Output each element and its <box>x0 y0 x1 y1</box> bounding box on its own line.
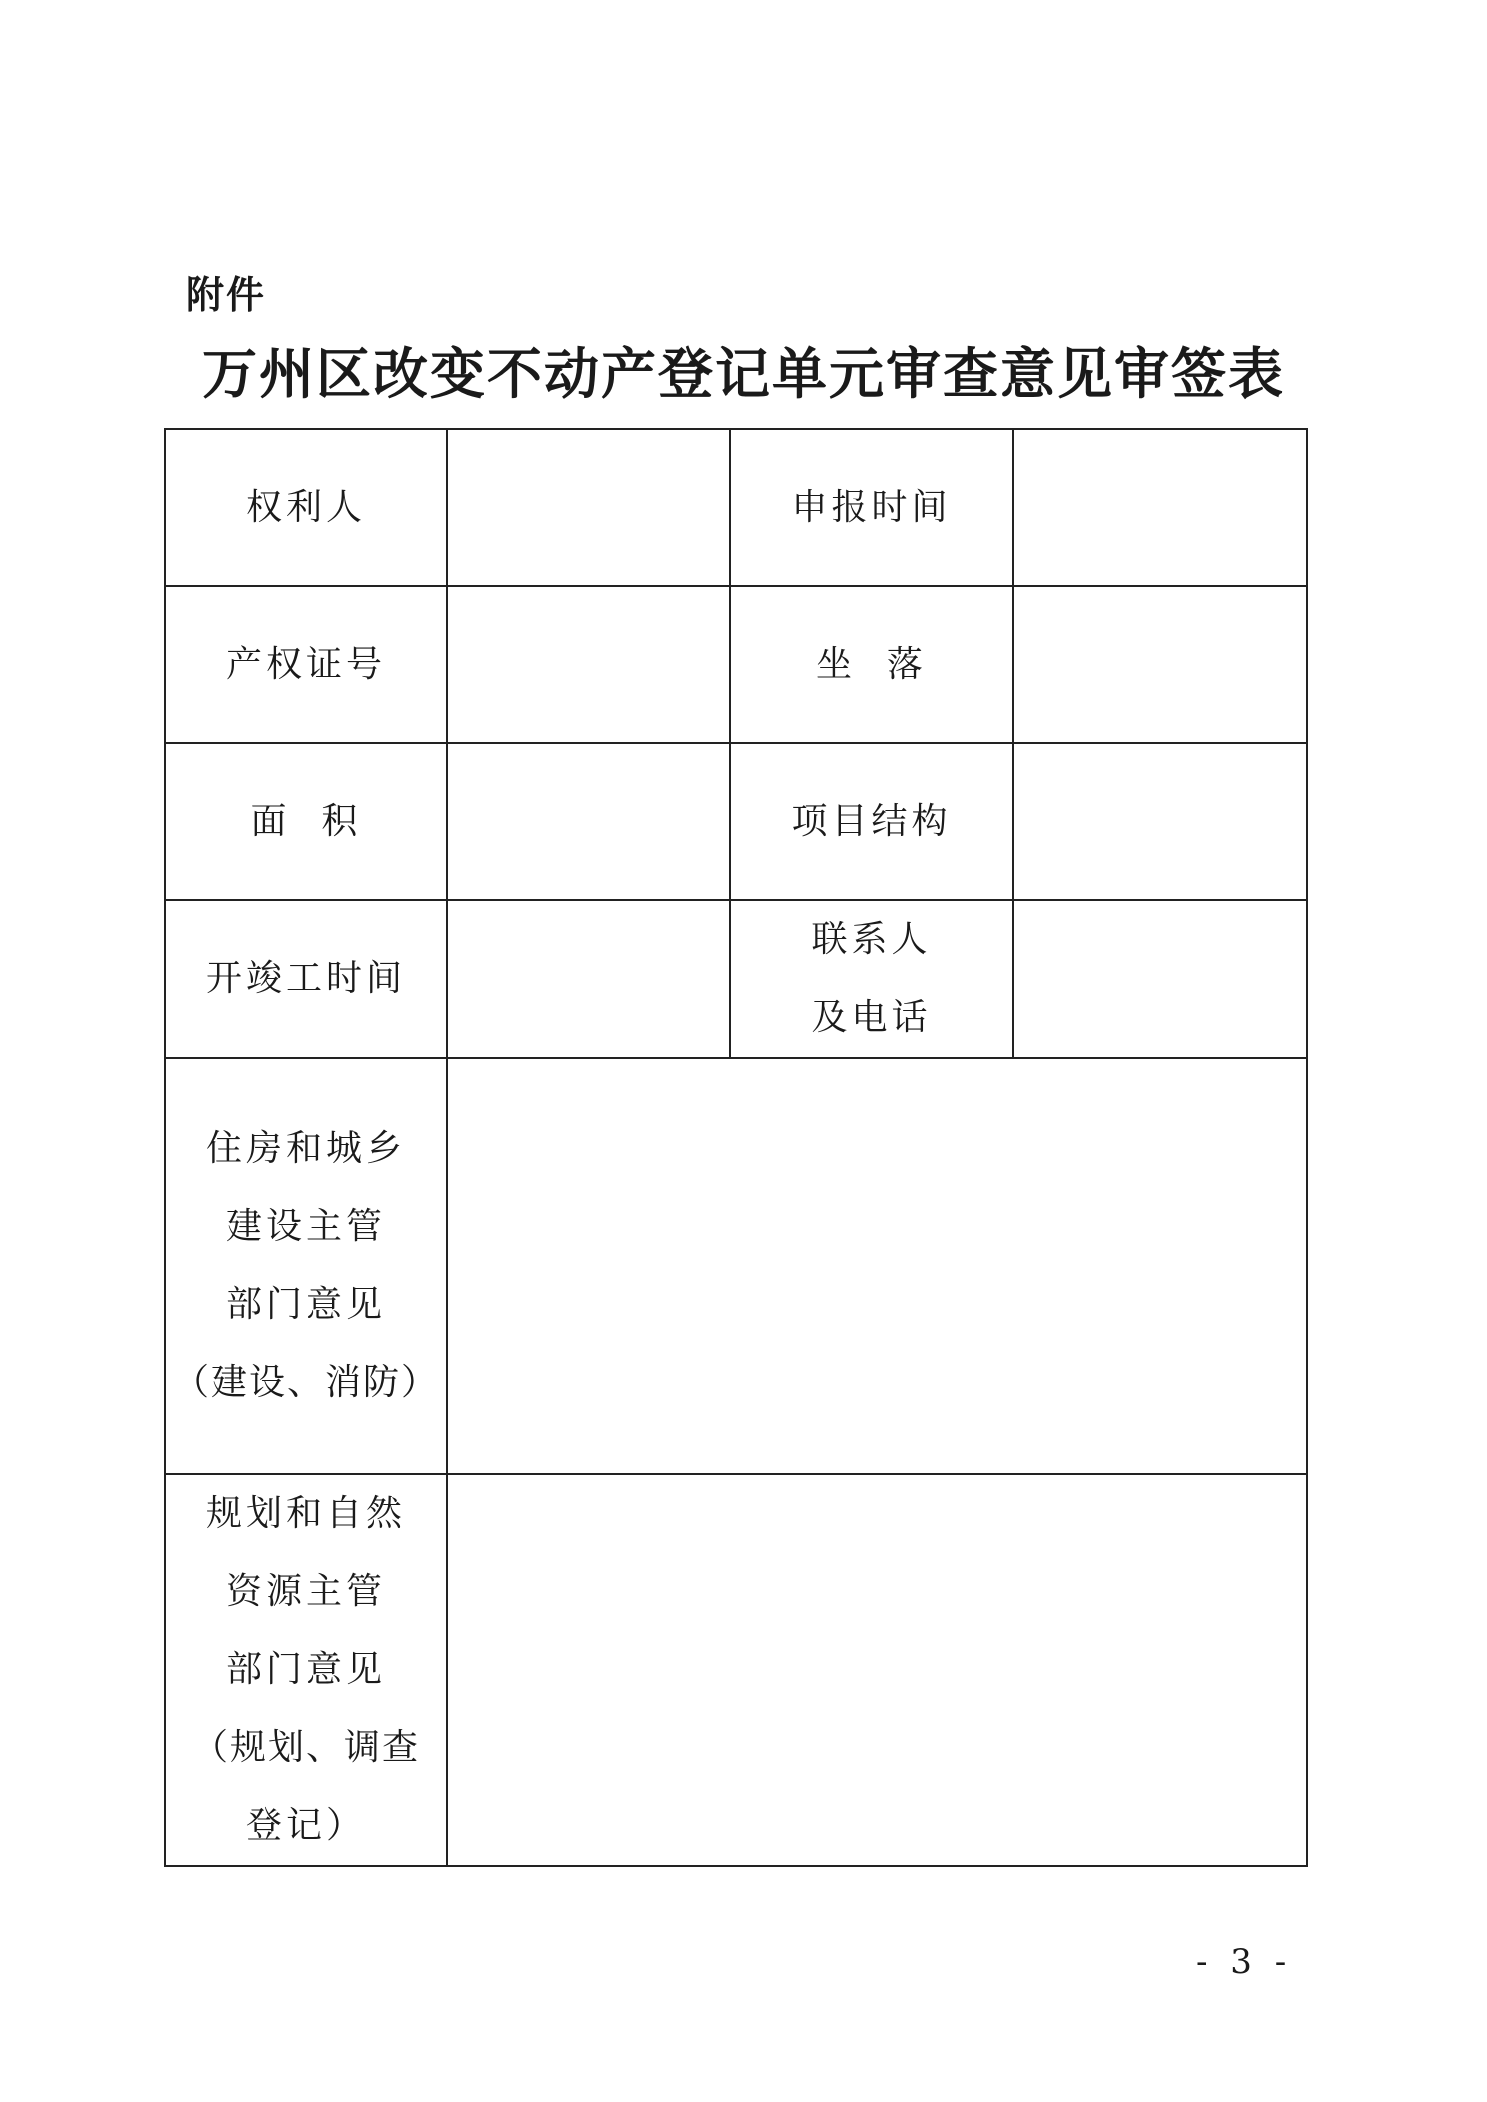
housing-dept-line3: 部门意见 <box>225 1284 386 1325</box>
table-row <box>165 900 1307 1058</box>
housing-dept-line2: 建设主管 <box>225 1206 386 1247</box>
planning-dept-line2: 资源主管 <box>225 1571 386 1612</box>
area-field[interactable] <box>447 743 730 900</box>
planning-dept-line5: 登记） <box>245 1805 366 1846</box>
contact-label-line2: 及电话 <box>811 997 932 1038</box>
certificate-number-label: 产权证号 <box>165 586 447 743</box>
housing-dept-label <box>165 1058 447 1474</box>
project-structure-field[interactable] <box>1013 743 1307 900</box>
housing-dept-opinion-field[interactable] <box>447 1058 1307 1474</box>
construction-period-label: 开竣工时间 <box>165 900 447 1058</box>
location-field[interactable] <box>1013 586 1307 743</box>
planning-dept-label <box>165 1474 447 1866</box>
construction-period-field[interactable] <box>447 900 730 1058</box>
review-form-table <box>164 428 1308 1867</box>
housing-dept-line4: （建设、消防） <box>172 1362 439 1403</box>
page-title: 万州区改变不动产登记单元审查意见审签表 <box>201 341 1285 406</box>
location-label: 坐 落 <box>730 586 1013 743</box>
rights-holder-label: 权利人 <box>165 429 447 586</box>
table-row <box>165 586 1307 743</box>
contact-label <box>730 900 1013 1058</box>
planning-dept-line3: 部门意见 <box>225 1649 386 1690</box>
contact-label-line1: 联系人 <box>811 919 932 960</box>
certificate-number-field[interactable] <box>447 586 730 743</box>
contact-field[interactable] <box>1013 900 1307 1058</box>
planning-dept-line4: （规划、调查 <box>191 1727 420 1768</box>
housing-dept-line1: 住房和城乡 <box>205 1128 406 1169</box>
application-date-label: 申报时间 <box>730 429 1013 586</box>
table-row <box>165 1474 1307 1866</box>
area-label: 面 积 <box>165 743 447 900</box>
table-row <box>165 743 1307 900</box>
table-row <box>165 429 1307 586</box>
planning-dept-opinion-field[interactable] <box>447 1474 1307 1866</box>
project-structure-label: 项目结构 <box>730 743 1013 900</box>
table-row <box>165 1058 1307 1474</box>
page-number: - 3 - <box>1196 1942 1293 1982</box>
annex-label: 附件 <box>186 273 267 317</box>
rights-holder-field[interactable] <box>447 429 730 586</box>
planning-dept-line1: 规划和自然 <box>205 1493 406 1534</box>
application-date-field[interactable] <box>1013 429 1307 586</box>
